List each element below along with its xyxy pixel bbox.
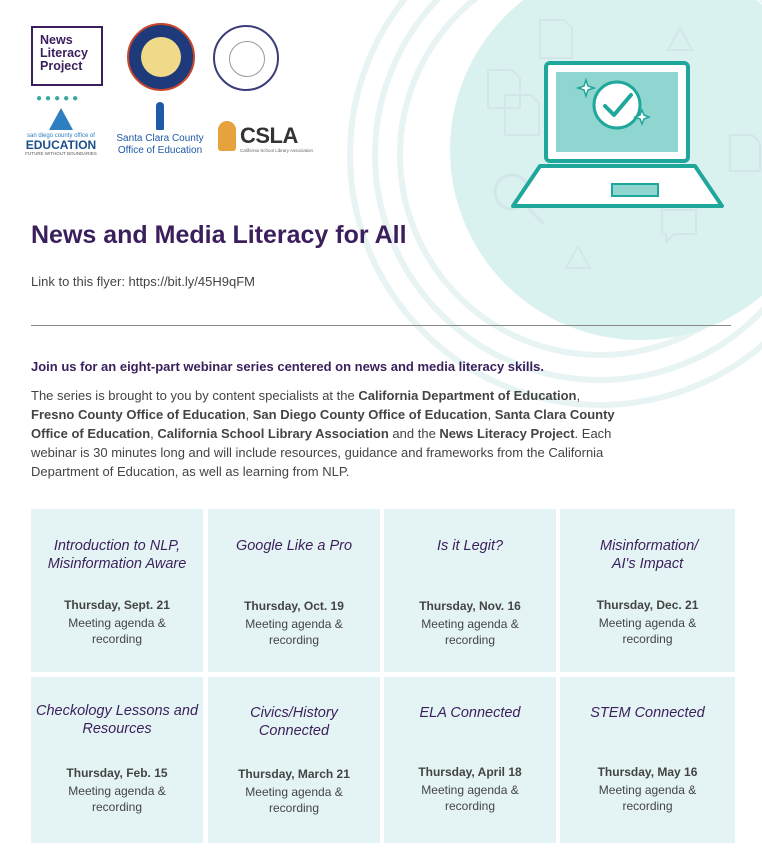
webinar-card [31, 677, 203, 843]
webinar-title: Misinformation/ AI's Impact [600, 538, 699, 572]
flyer-link[interactable]: Link to this flyer: https://bit.ly/45H9qFM [31, 274, 255, 289]
meeting-agenda-link[interactable]: Meeting agenda & recording [68, 616, 166, 646]
meeting-agenda-link[interactable]: Meeting agenda & recording [245, 617, 343, 647]
santa-clara-county-logo [115, 102, 205, 157]
desc-text: and the [388, 426, 440, 441]
sd-logo-tagline: FUTURE WITHOUT BOUNDARIES [25, 151, 97, 156]
webinar-title: STEM Connected [590, 705, 705, 721]
divider [31, 325, 731, 326]
webinar-title: Is it Legit? [436, 538, 504, 554]
webinar-title: Google Like a Pro [235, 538, 353, 554]
page-title: News and Media Literacy for All [31, 221, 407, 249]
description-paragraph [31, 386, 621, 481]
desc-sep: , [245, 407, 253, 422]
webinar-card [384, 677, 556, 843]
csla-logo-text: CSLA [240, 123, 298, 148]
webinar-card [31, 509, 203, 672]
nlp-logo-text: News Literacy Project [40, 33, 88, 73]
sc-logo-text: Santa Clara County Office of Education [116, 133, 204, 156]
sd-logo-top: san diego county office of [27, 133, 95, 139]
webinar-card [208, 677, 380, 843]
logo-dots: ●●●●● [36, 93, 82, 104]
desc-sep: , [487, 407, 495, 422]
csla-logo [218, 121, 314, 161]
webinar-date: Thursday, Feb. 15 [66, 766, 168, 780]
desc-sep: , [150, 426, 158, 441]
webinar-date: Thursday, Nov. 16 [419, 599, 521, 613]
webinar-title: Civics/History Connected [250, 705, 338, 739]
webinar-date: Thursday, Dec. 21 [596, 598, 699, 612]
news-literacy-project-logo [31, 26, 103, 104]
org-nlp: News Literacy Project [439, 426, 575, 441]
meeting-agenda-link[interactable]: Meeting agenda & recording [598, 616, 697, 646]
meeting-agenda-link[interactable]: Meeting agenda & recording [421, 783, 519, 813]
webinar-date: Thursday, Oct. 19 [244, 599, 344, 613]
webinar-date: Thursday, April 18 [418, 765, 522, 779]
org-fresno: Fresno County Office of Education [31, 407, 246, 422]
cde-seal-logo [127, 23, 195, 91]
fresno-county-seal-logo [213, 25, 279, 91]
san-diego-county-logo [25, 108, 97, 164]
webinar-title: ELA Connected [419, 705, 521, 721]
desc-text: . Each webinar is 30 minutes long and will include resources, guidance and frameworks from the California Department of Education, as well as learning from NLP. [31, 426, 612, 479]
webinar-card [208, 509, 380, 672]
meeting-agenda-link[interactable]: Meeting agenda & recording [68, 784, 166, 814]
webinar-card [384, 509, 556, 672]
sd-logo-main: EDUCATION [25, 138, 97, 152]
webinar-date: Thursday, March 21 [238, 767, 350, 781]
meeting-agenda-link[interactable]: Meeting agenda & recording [598, 783, 697, 813]
webinar-date: Thursday, May 16 [597, 765, 698, 779]
torch-icon [156, 102, 164, 130]
webinar-title: Checkology Lessons and Resources [35, 703, 199, 737]
meeting-agenda-link[interactable]: Meeting agenda & recording [245, 785, 343, 815]
intro-heading: Join us for an eight-part webinar series centered on news and media literacy skills. [31, 359, 544, 374]
desc-sep: , [576, 388, 581, 403]
desc-text: The series is brought to you by content specialists at the [31, 388, 359, 403]
webinar-card [560, 677, 735, 843]
triangle-icon [49, 108, 73, 130]
webinar-grid [31, 509, 735, 843]
org-san-diego: San Diego County Office of Education [252, 407, 488, 422]
webinar-title: Introduction to NLP, Misinformation Aware [47, 538, 187, 572]
org-csla: California School Library Association [157, 426, 389, 441]
meeting-agenda-link[interactable]: Meeting agenda & recording [421, 617, 519, 647]
webinar-card [560, 509, 735, 672]
org-santa-clara: Santa Clara County Office of Education [31, 407, 615, 441]
csla-mark-icon [218, 121, 236, 151]
csla-logo-subtext: California School Library Association [240, 148, 314, 153]
org-cde: California Department of Education [358, 388, 577, 403]
webinar-date: Thursday, Sept. 21 [64, 598, 170, 612]
